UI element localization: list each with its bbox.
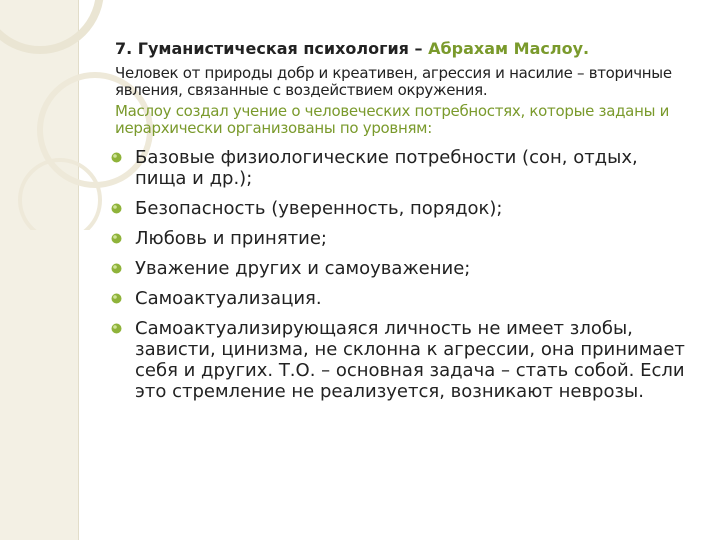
intro-paragraph: Человек от природы добр и креативен, агрессия и насилие – вторичные явления, связанные с воздействием окружения. xyxy=(115,64,672,99)
list-item: Уважение других и самоуважение; xyxy=(109,258,690,279)
bullet-dot-icon xyxy=(111,152,122,163)
bullet-dot-icon xyxy=(111,323,122,334)
slide-content xyxy=(115,38,690,411)
title-author: Абрахам Маслоу. xyxy=(428,39,590,58)
list-item: Любовь и принятие; xyxy=(109,228,690,249)
title-prefix: 7. Гуманистическая психология – xyxy=(115,39,429,58)
bullet-dot-icon xyxy=(111,263,122,274)
needs-paragraph: Маслоу создал учение о человеческих потребностях, которые заданы и иерархически организованы по уровням: xyxy=(115,102,670,137)
slide-title xyxy=(115,38,690,59)
list-item: Базовые физиологические потребности (сон, отдых, пища и др.); xyxy=(109,147,690,189)
bullet-dot-icon xyxy=(111,203,122,214)
bullet-dot-icon xyxy=(111,293,122,304)
list-item: Самоактуализация. xyxy=(109,288,690,309)
bullet-dot-icon xyxy=(111,233,122,244)
list-item: Самоактуализирующаяся личность не имеет злобы, зависти, цинизма, не склонна к агрессии, она принимает себя и других. Т.О. – основная задача – стать собой. Если это стремление не реализуется, возникают неврозы. xyxy=(109,318,690,402)
needs-list xyxy=(109,147,690,402)
list-item: Безопасность (уверенность, порядок); xyxy=(109,198,690,219)
